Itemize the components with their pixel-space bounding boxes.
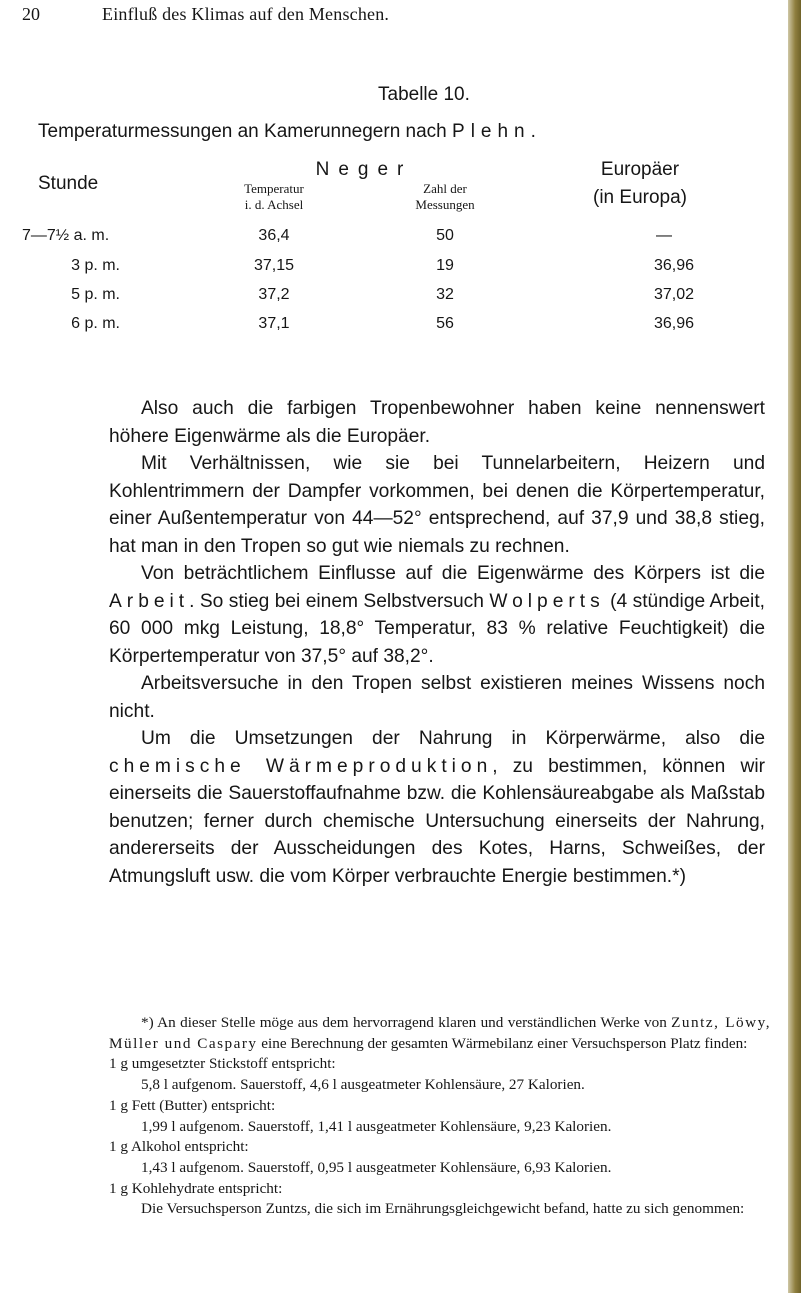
running-title: Einfluß des Klimas auf den Menschen. — [102, 4, 390, 24]
emphasis-arbeit: Arbeit — [109, 590, 190, 612]
paragraph-3-part-a: Von beträchtlichem Einflusse auf die Eigenwärme des Körpers ist die — [141, 563, 765, 584]
footnote-authors: Zuntz, Löwy, Müller und Caspary — [109, 1014, 771, 1052]
page-number: 20 — [22, 4, 40, 24]
paragraph-2: Mit Verhältnissen, wie sie bei Tunnelarbeitern, Heizern und Kohlentrimmern der Dampfer vorkommen, bei denen die Körpertemperatur, einer Außentemperatur von 44—52° entsprechend, auf 37,9 und 38,8 stieg, hat man in den Tropen so gut wie niemals zu rechnen. — [109, 453, 765, 557]
table-row-2-europaer: 36,96 — [653, 257, 694, 274]
paragraph-1: Also auch die farbigen Tropenbewohner haben keine nennenswert höhere Eigenwärme als die Europäer. — [109, 398, 765, 447]
col-header-europaer-line1: Europäer — [600, 159, 680, 180]
table-row-4-europaer: 36,96 — [653, 315, 694, 332]
table-row-3-zahl: 32 — [436, 286, 454, 303]
table-row-1-europaer — [600, 227, 694, 245]
author-wolperts: Wolperts — [489, 590, 605, 612]
footnote-item-4-label: 1 g Kohlehydrate entspricht: — [109, 1179, 283, 1197]
paragraph-5-part-b: , zu bestimmen, können wir einerseits die Sauerstoffaufnahme bzw. die Kohlensäureabgabe als Maßstab benutzen; ferner durch chemische Untersuchung einerseits der Nahrung, andererseits der Ausscheidungen des Kotes, Harns, Schweißes, der Atmungsluft usw. die vom Körper verbrauchte Energie bestimmen.*) — [109, 755, 765, 887]
table-row-2-stunde: 3 p. m. — [71, 257, 120, 274]
col-header-zahl-line2: Messungen — [415, 197, 475, 212]
footnote-intro — [109, 1013, 771, 1054]
col-group-neger: Neger — [315, 159, 413, 180]
table-subtitle-author: Plehn. — [452, 121, 542, 142]
footnote-item-3-value: 1,43 l aufgenom. Sauerstoff, 0,95 l ausgeatmeter Kohlensäure, 6,93 Kalorien. — [141, 1158, 612, 1176]
table-row-4-stunde: 6 p. m. — [71, 315, 120, 332]
col-header-temperatur — [224, 181, 324, 213]
table-row-3-stunde: 5 p. m. — [71, 286, 120, 303]
paragraph-4: Arbeitsversuche in den Tropen selbst existieren meines Wissens noch nicht. — [109, 673, 765, 722]
table-row-1-stunde: 7—7½ a. m. — [22, 227, 110, 244]
footnote-item-1-label: 1 g umgesetzter Stickstoff entspricht: — [109, 1055, 336, 1073]
footnote-intro-part-a: *) An dieser Stelle möge aus dem hervorragend klaren und verständlichen Werke von — [141, 1014, 672, 1031]
footnote-intro-part-b: eine Berechnung der gesamten Wärmebilanz einer Versuchsperson Platz finden: — [257, 1034, 748, 1052]
body-text — [109, 395, 765, 890]
table-subtitle — [38, 121, 542, 143]
table-row-2-zahl: 19 — [436, 257, 454, 274]
paragraph-3-part-b: . So stieg bei einem Selbstversuch — [189, 590, 490, 612]
col-header-zahl-line1: Zahl der — [423, 181, 467, 196]
emphasis-chemische-waermeproduktion: chemische Wärmeproduktion — [109, 755, 493, 777]
table-row-1-zahl: 50 — [436, 227, 454, 244]
paragraph-3 — [109, 560, 765, 670]
footnote-item-1-value: 5,8 l aufgenom. Sauerstoff, 4,6 l ausgeatmeter Kohlensäure, 27 Kalorien. — [141, 1076, 585, 1094]
table-subtitle-text: Temperaturmessungen an Kamerunnegern nach — [38, 121, 453, 142]
paragraph-5 — [109, 725, 765, 890]
paragraph-3-part-c: (4 stündige Arbeit, 60 000 mkg Leistung, 18,8° Temperatur, 83 % relative Feuchtigkeit) die Körpertemperatur von 37,5° auf 38,2°. — [109, 590, 765, 667]
table-row-2-temp: 37,15 — [253, 257, 295, 274]
table-row-3-temp: 37,2 — [258, 286, 290, 303]
col-header-temperatur-line1: Temperatur — [244, 181, 304, 196]
footnote-item-2-value: 1,99 l aufgenom. Sauerstoff, 1,41 l ausgeatmeter Kohlensäure, 9,23 Kalorien. — [141, 1117, 612, 1135]
footnote-item-4-value: Die Versuchsperson Zuntzs, die sich im Ernährungsgleichgewicht befand, hatte zu sich genommen: — [141, 1200, 745, 1218]
col-header-temperatur-line2: i. d. Achsel — [244, 197, 304, 212]
footnote — [109, 1013, 771, 1220]
table-row-1-europaer-value: — — [656, 227, 672, 244]
col-header-stunde: Stunde — [38, 173, 99, 194]
col-header-europaer-line2: (in Europa) — [593, 187, 687, 208]
col-header-zahl — [395, 181, 495, 213]
paragraph-5-part-a: Um die Umsetzungen der Nahrung in Körperwärme, also die — [141, 728, 765, 749]
table-row-1-temp: 36,4 — [258, 227, 290, 244]
footnote-item-3-label: 1 g Alkohol entspricht: — [109, 1138, 249, 1156]
col-header-europaer — [580, 159, 700, 209]
scan-page-edge — [788, 0, 801, 1293]
footnote-item-2-label: 1 g Fett (Butter) entspricht: — [109, 1096, 276, 1114]
table-title: Tabelle 10. — [378, 84, 470, 105]
table-row-4-zahl: 56 — [436, 315, 454, 332]
table-row-3-europaer: 37,02 — [653, 286, 694, 303]
table-row-4-temp: 37,1 — [258, 315, 290, 332]
